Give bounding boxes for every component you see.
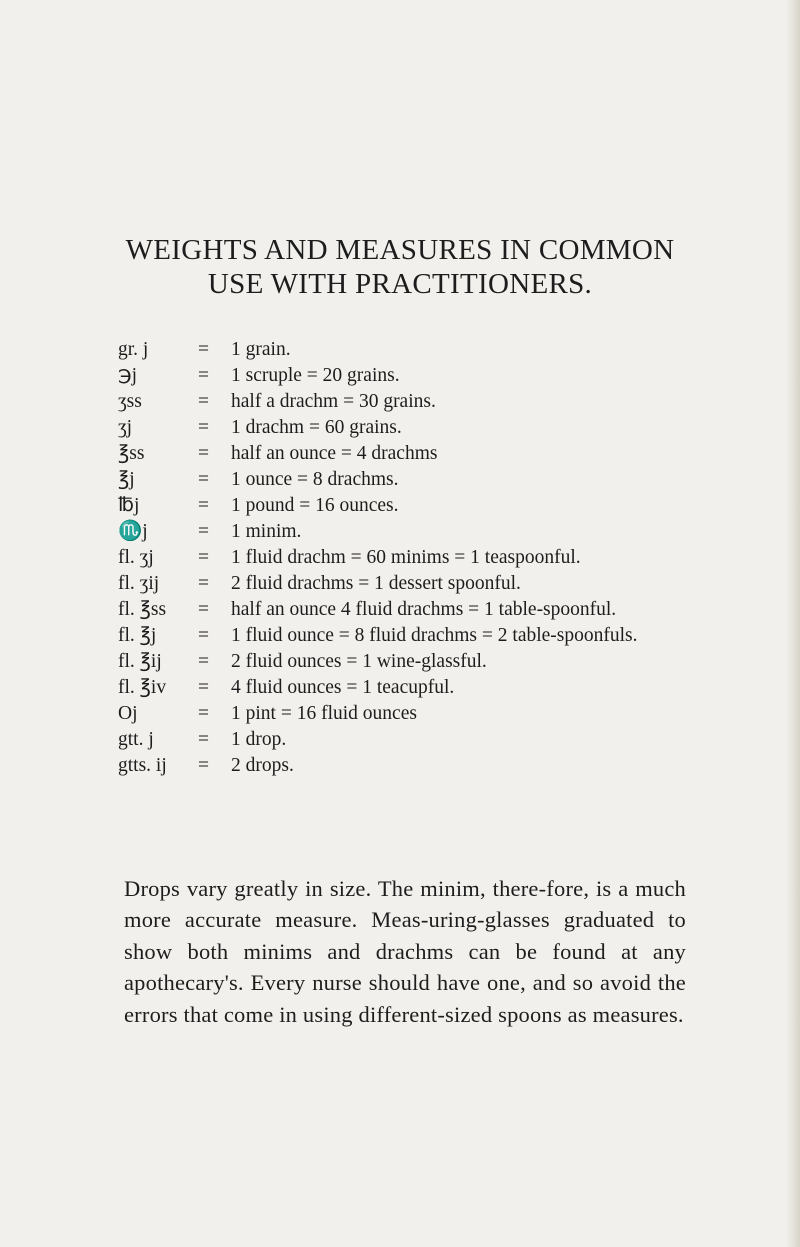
- measure-row: [118, 389, 708, 415]
- measure-symbol: fl. ʒij: [118, 573, 160, 594]
- measure-definition: 1 ounce = 8 drachms.: [231, 469, 399, 490]
- measure-row: [118, 753, 708, 779]
- equals-sign: =: [198, 417, 209, 438]
- measure-definition: 1 fluid drachm = 60 minims = 1 teaspoonful.: [231, 547, 581, 568]
- equals-sign: =: [198, 729, 209, 750]
- measure-definition: 4 fluid ounces = 1 teacupful.: [231, 677, 455, 698]
- measure-row: [118, 519, 708, 545]
- measure-definition: half an ounce 4 fluid drachms = 1 table-spoonful.: [231, 599, 617, 620]
- measure-row: [118, 623, 708, 649]
- equals-sign: =: [198, 703, 209, 724]
- equals-sign: =: [198, 443, 209, 464]
- measure-row: [118, 571, 708, 597]
- title-line-2: USE WITH PRACTITIONERS.: [207, 268, 593, 300]
- equals-sign: =: [198, 599, 209, 620]
- page-edge: [786, 0, 800, 1247]
- measure-row: [118, 441, 708, 467]
- measure-row: [118, 649, 708, 675]
- equals-sign: =: [198, 339, 209, 360]
- measure-definition: half a drachm = 30 grains.: [231, 391, 436, 412]
- measure-symbol: fl. ℥j: [118, 625, 157, 646]
- measure-symbol: gtt. j: [118, 729, 154, 750]
- equals-sign: =: [198, 365, 209, 386]
- measure-row: [118, 415, 708, 441]
- page-title: [60, 233, 740, 301]
- measure-symbol: ♏j: [118, 521, 148, 542]
- body-paragraph: Drops vary greatly in size. The minim, there-fore, is a much more accurate measure. Meas-uring-glasses graduated to show both minims and drachms can be found at any apothecary's. Every nurse should have one, and so avoid the errors that come in using different-sized spoons as measures.: [124, 876, 686, 1027]
- measure-definition: 1 grain.: [231, 339, 291, 360]
- measures-table: [118, 337, 708, 779]
- measure-symbol: ʒss: [118, 391, 142, 412]
- measure-row: [118, 467, 708, 493]
- measure-definition: 2 fluid drachms = 1 dessert spoonful.: [231, 573, 521, 594]
- measure-symbol: ℥ss: [118, 443, 145, 464]
- measure-row: [118, 493, 708, 519]
- measure-definition: 2 drops.: [231, 755, 294, 776]
- measure-row: [118, 675, 708, 701]
- measure-definition: 1 scruple = 20 grains.: [231, 365, 400, 386]
- measure-symbol: fl. ʒj: [118, 547, 154, 568]
- measure-definition: 1 fluid ounce = 8 fluid drachms = 2 table-spoonfuls.: [231, 625, 638, 646]
- title-line-1: WEIGHTS AND MEASURES IN COMMON: [125, 234, 675, 266]
- measure-row: [118, 337, 708, 363]
- equals-sign: =: [198, 469, 209, 490]
- measure-definition: 2 fluid ounces = 1 wine-glassful.: [231, 651, 487, 672]
- measure-row: [118, 363, 708, 389]
- measure-symbol: gr. j: [118, 339, 149, 360]
- measure-definition: half an ounce = 4 drachms: [231, 443, 438, 464]
- measure-symbol: ʒj: [118, 417, 133, 438]
- measure-symbol: fl. ℥iv: [118, 677, 167, 698]
- measure-definition: 1 pint = 16 fluid ounces: [231, 703, 417, 724]
- measure-symbol: ℥j: [118, 469, 135, 490]
- equals-sign: =: [198, 391, 209, 412]
- equals-sign: =: [198, 677, 209, 698]
- measure-definition: 1 minim.: [231, 521, 302, 542]
- measure-row: [118, 545, 708, 571]
- measure-row: [118, 727, 708, 753]
- measure-row: [118, 597, 708, 623]
- measure-definition: 1 drop.: [231, 729, 287, 750]
- measure-symbol: fl. ℥ss: [118, 599, 167, 620]
- equals-sign: =: [198, 547, 209, 568]
- measure-symbol: fl. ℥ij: [118, 651, 162, 672]
- measure-definition: 1 drachm = 60 grains.: [231, 417, 402, 438]
- measure-symbol: ℈j: [118, 365, 138, 386]
- equals-sign: =: [198, 573, 209, 594]
- measure-symbol: Oj: [118, 703, 138, 724]
- equals-sign: =: [198, 521, 209, 542]
- equals-sign: =: [198, 755, 209, 776]
- equals-sign: =: [198, 625, 209, 646]
- measure-row: [118, 701, 708, 727]
- measure-symbol: ℔j: [118, 495, 140, 516]
- measure-definition: 1 pound = 16 ounces.: [231, 495, 399, 516]
- equals-sign: =: [198, 651, 209, 672]
- equals-sign: =: [198, 495, 209, 516]
- measure-symbol: gtts. ij: [118, 755, 167, 776]
